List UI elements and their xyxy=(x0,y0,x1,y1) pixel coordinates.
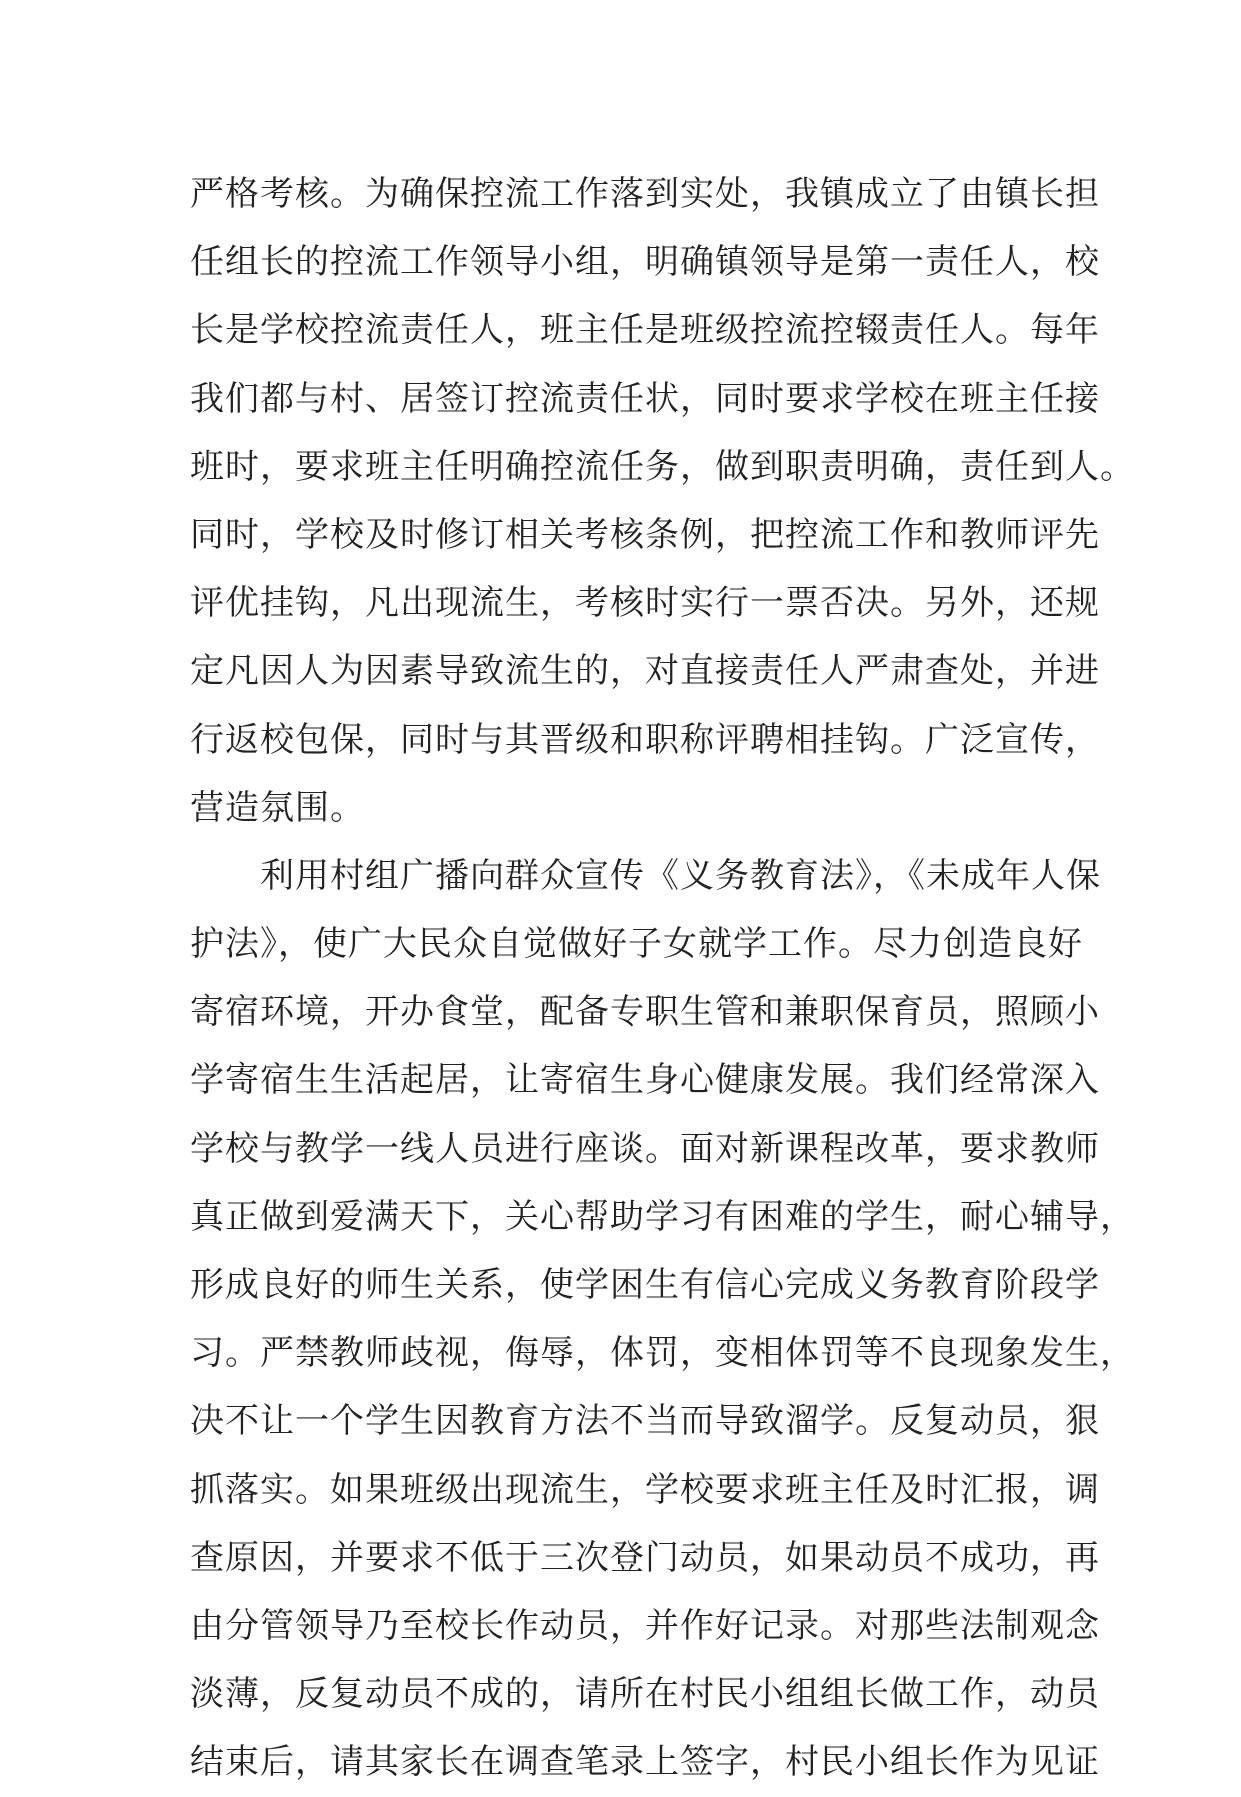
text-line: 利用村组广播向群众宣传《义务教育法》，《未成年人保 xyxy=(260,855,1101,896)
text-line: 决不让一个学生因教育方法不当而导致溜学。反复动员，狠 xyxy=(190,1401,1100,1442)
text-line: 淡薄，反复动员不成的，请所在村民小组组长做工作，动员 xyxy=(190,1674,1100,1715)
text-line: 定凡因人为因素导致流生的，对直接责任人严肃查处，并进 xyxy=(190,651,1100,692)
text-line: 结束后，请其家长在调查笔录上签字，村民小组长作为见证 xyxy=(190,1742,1100,1783)
paragraph-1 xyxy=(190,160,1135,842)
body-text xyxy=(190,160,1135,1797)
text-line: 真正做到爱满天下，关心帮助学习有困难的学生，耐心辅导， xyxy=(190,1196,1135,1237)
text-line: 任组长的控流工作领导小组，明确镇领导是第一责任人，校 xyxy=(190,242,1100,283)
text-line: 学校与教学一线人员进行座谈。面对新课程改革，要求教师 xyxy=(190,1128,1100,1169)
text-line: 严格考核。为确保控流工作落到实处，我镇成立了由镇长担 xyxy=(190,174,1100,214)
text-line: 形成良好的师生关系，使学困生有信心完成义务教育阶段学 xyxy=(190,1265,1100,1305)
text-line: 班时，要求班主任明确控流任务，做到职责明确，责任到人。 xyxy=(190,446,1135,487)
text-line: 学寄宿生生活起居，让寄宿生身心健康发展。我们经常深入 xyxy=(190,1060,1100,1101)
text-line: 习。严禁教师歧视，侮辱，体罚，变相体罚等不良现象发生， xyxy=(190,1333,1135,1374)
text-line: 抓落实。如果班级出现流生，学校要求班主任及时汇报，调 xyxy=(190,1469,1100,1510)
text-line: 护法》，使广大民众自觉做好子女就学工作。尽力创造良好 xyxy=(190,924,1083,965)
text-line: 我们都与村、居签订控流责任状，同时要求学校在班主任接 xyxy=(190,378,1100,419)
text-line: 营造氛围。 xyxy=(190,787,365,828)
text-line: 评优挂钩，凡出现流生，考核时实行一票否决。另外，还规 xyxy=(190,583,1100,624)
text-line: 同时，学校及时修订相关考核条例，把控流工作和教师评先 xyxy=(190,514,1100,555)
paragraph-2 xyxy=(190,842,1135,1797)
text-line: 行返校包保，同时与其晋级和职称评聘相挂钩。广泛宣传， xyxy=(190,719,1100,760)
text-line: 寄宿环境，开办食堂，配备专职生管和兼职保育员，照顾小 xyxy=(190,992,1100,1033)
text-line: 查原因，并要求不低于三次登门动员，如果动员不成功，再 xyxy=(190,1537,1100,1578)
text-line: 由分管领导乃至校长作动员，并作好记录。对那些法制观念 xyxy=(190,1605,1100,1646)
text-line: 长是学校控流责任人，班主任是班级控流控辍责任人。每年 xyxy=(190,310,1100,351)
